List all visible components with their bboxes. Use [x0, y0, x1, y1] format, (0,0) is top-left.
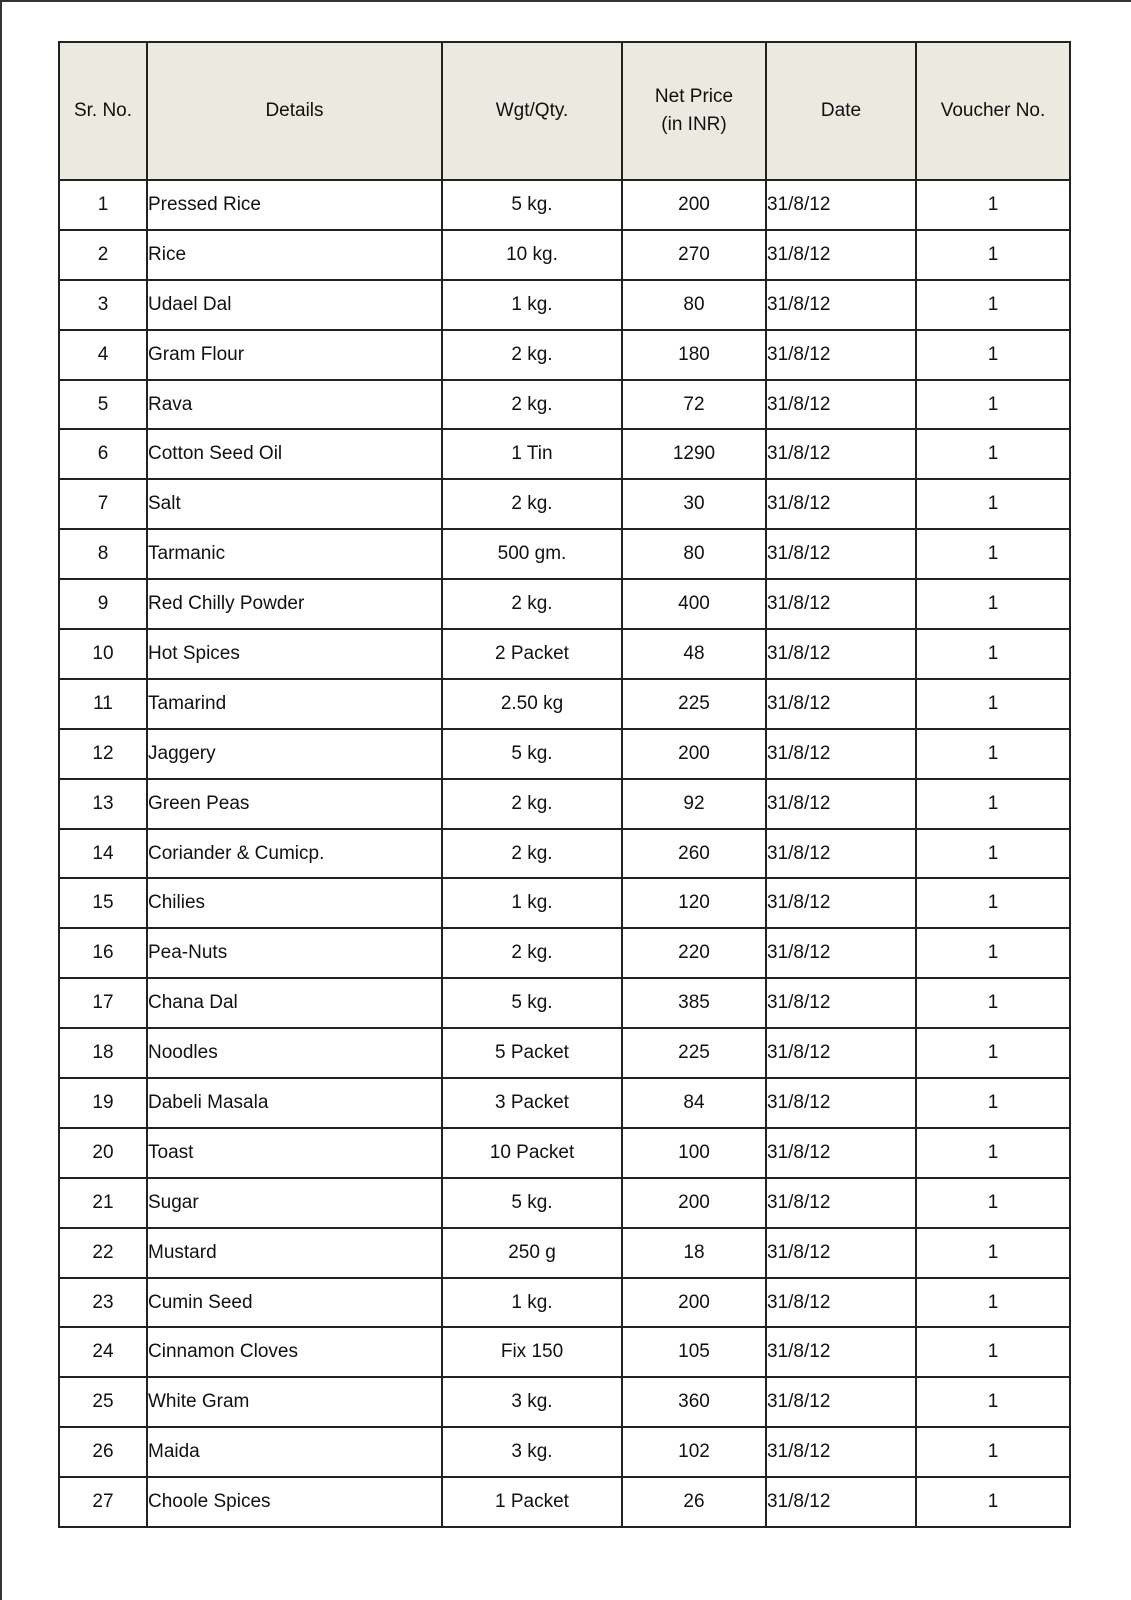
cell-net-price: 225 — [622, 679, 766, 729]
cell-voucher-no: 1 — [916, 579, 1070, 629]
cell-voucher-no: 1 — [916, 679, 1070, 729]
cell-net-price: 260 — [622, 829, 766, 879]
cell-voucher-no: 1 — [916, 380, 1070, 430]
cell-details: Chilies — [147, 878, 442, 928]
cell-sr-no: 5 — [59, 380, 147, 430]
cell-voucher-no: 1 — [916, 1028, 1070, 1078]
cell-date: 31/8/12 — [766, 380, 916, 430]
cell-date: 31/8/12 — [766, 1178, 916, 1228]
cell-voucher-no: 1 — [916, 829, 1070, 879]
cell-voucher-no: 1 — [916, 1128, 1070, 1178]
cell-details: Sugar — [147, 1178, 442, 1228]
cell-wgt-qty: 5 kg. — [442, 729, 622, 779]
cell-voucher-no: 1 — [916, 429, 1070, 479]
cell-wgt-qty: 2 kg. — [442, 479, 622, 529]
cell-net-price: 48 — [622, 629, 766, 679]
cell-details: Maida — [147, 1427, 442, 1477]
cell-wgt-qty: 2 kg. — [442, 579, 622, 629]
cell-voucher-no: 1 — [916, 1078, 1070, 1128]
cell-net-price: 18 — [622, 1228, 766, 1278]
table-row — [59, 1128, 1070, 1178]
cell-voucher-no: 1 — [916, 729, 1070, 779]
table-row — [59, 1477, 1070, 1527]
cell-wgt-qty: 3 Packet — [442, 1078, 622, 1128]
cell-details: Cinnamon Cloves — [147, 1327, 442, 1377]
cell-voucher-no: 1 — [916, 1178, 1070, 1228]
header-details: Details — [147, 42, 442, 180]
cell-wgt-qty: 2 kg. — [442, 928, 622, 978]
cell-net-price: 385 — [622, 978, 766, 1028]
cell-wgt-qty: 1 Packet — [442, 1477, 622, 1527]
cell-sr-no: 4 — [59, 330, 147, 380]
cell-voucher-no: 1 — [916, 779, 1070, 829]
cell-sr-no: 24 — [59, 1327, 147, 1377]
cell-wgt-qty: 3 kg. — [442, 1377, 622, 1427]
cell-wgt-qty: 5 Packet — [442, 1028, 622, 1078]
table-row — [59, 429, 1070, 479]
cell-date: 31/8/12 — [766, 1078, 916, 1128]
cell-wgt-qty: 2.50 kg — [442, 679, 622, 729]
cell-date: 31/8/12 — [766, 280, 916, 330]
cell-sr-no: 19 — [59, 1078, 147, 1128]
cell-net-price: 102 — [622, 1427, 766, 1477]
cell-wgt-qty: 2 kg. — [442, 330, 622, 380]
cell-net-price: 220 — [622, 928, 766, 978]
cell-details: Tarmanic — [147, 529, 442, 579]
cell-date: 31/8/12 — [766, 529, 916, 579]
cell-sr-no: 13 — [59, 779, 147, 829]
cell-voucher-no: 1 — [916, 479, 1070, 529]
cell-net-price: 1290 — [622, 429, 766, 479]
cell-sr-no: 6 — [59, 429, 147, 479]
table-row — [59, 330, 1070, 380]
cell-net-price: 80 — [622, 529, 766, 579]
cell-net-price: 72 — [622, 380, 766, 430]
table-row — [59, 1228, 1070, 1278]
cell-details: Salt — [147, 479, 442, 529]
cell-details: Jaggery — [147, 729, 442, 779]
cell-date: 31/8/12 — [766, 978, 916, 1028]
cell-wgt-qty: 10 kg. — [442, 230, 622, 280]
cell-voucher-no: 1 — [916, 1477, 1070, 1527]
cell-voucher-no: 1 — [916, 928, 1070, 978]
table-row — [59, 380, 1070, 430]
cell-wgt-qty: 5 kg. — [442, 978, 622, 1028]
cell-voucher-no: 1 — [916, 1228, 1070, 1278]
cell-net-price: 200 — [622, 729, 766, 779]
cell-date: 31/8/12 — [766, 1128, 916, 1178]
header-sr-no: Sr. No. — [59, 42, 147, 180]
cell-wgt-qty: 2 kg. — [442, 779, 622, 829]
table-body — [59, 180, 1070, 1527]
cell-date: 31/8/12 — [766, 230, 916, 280]
cell-details: Hot Spices — [147, 629, 442, 679]
cell-details: Noodles — [147, 1028, 442, 1078]
cell-wgt-qty: 1 Tin — [442, 429, 622, 479]
cell-net-price: 200 — [622, 1278, 766, 1328]
cell-details: Udael Dal — [147, 280, 442, 330]
cell-details: Pressed Rice — [147, 180, 442, 230]
table-row — [59, 629, 1070, 679]
header-date: Date — [766, 42, 916, 180]
header-voucher-no: Voucher No. — [916, 42, 1070, 180]
cell-details: Gram Flour — [147, 330, 442, 380]
cell-voucher-no: 1 — [916, 1278, 1070, 1328]
cell-date: 31/8/12 — [766, 779, 916, 829]
cell-net-price: 270 — [622, 230, 766, 280]
cell-net-price: 100 — [622, 1128, 766, 1178]
cell-wgt-qty: 2 Packet — [442, 629, 622, 679]
cell-voucher-no: 1 — [916, 230, 1070, 280]
cell-wgt-qty: 5 kg. — [442, 180, 622, 230]
header-wgt-qty: Wgt/Qty. — [442, 42, 622, 180]
cell-date: 31/8/12 — [766, 1028, 916, 1078]
cell-net-price: 105 — [622, 1327, 766, 1377]
table-row — [59, 679, 1070, 729]
table-row — [59, 1178, 1070, 1228]
cell-date: 31/8/12 — [766, 729, 916, 779]
cell-details: Red Chilly Powder — [147, 579, 442, 629]
cell-sr-no: 1 — [59, 180, 147, 230]
cell-details: Chana Dal — [147, 978, 442, 1028]
cell-voucher-no: 1 — [916, 330, 1070, 380]
cell-details: Rice — [147, 230, 442, 280]
cell-net-price: 180 — [622, 330, 766, 380]
table-row — [59, 1078, 1070, 1128]
cell-details: Toast — [147, 1128, 442, 1178]
cell-date: 31/8/12 — [766, 479, 916, 529]
cell-net-price: 200 — [622, 1178, 766, 1228]
cell-wgt-qty: 3 kg. — [442, 1427, 622, 1477]
cell-wgt-qty: 10 Packet — [442, 1128, 622, 1178]
table-row — [59, 928, 1070, 978]
cell-net-price: 360 — [622, 1377, 766, 1427]
cell-net-price: 92 — [622, 779, 766, 829]
cell-sr-no: 26 — [59, 1427, 147, 1477]
table-row — [59, 779, 1070, 829]
cell-details: Pea-Nuts — [147, 928, 442, 978]
cell-details: Tamarind — [147, 679, 442, 729]
cell-date: 31/8/12 — [766, 1427, 916, 1477]
cell-sr-no: 15 — [59, 878, 147, 928]
cell-wgt-qty: Fix 150 — [442, 1327, 622, 1377]
cell-wgt-qty: 1 kg. — [442, 1278, 622, 1328]
cell-voucher-no: 1 — [916, 978, 1070, 1028]
table-row — [59, 230, 1070, 280]
cell-date: 31/8/12 — [766, 1477, 916, 1527]
cell-date: 31/8/12 — [766, 1278, 916, 1328]
cell-sr-no: 20 — [59, 1128, 147, 1178]
cell-net-price: 80 — [622, 280, 766, 330]
cell-wgt-qty: 500 gm. — [442, 529, 622, 579]
table-row — [59, 479, 1070, 529]
cell-sr-no: 7 — [59, 479, 147, 529]
cell-date: 31/8/12 — [766, 928, 916, 978]
cell-date: 31/8/12 — [766, 829, 916, 879]
cell-wgt-qty: 2 kg. — [442, 829, 622, 879]
cell-date: 31/8/12 — [766, 679, 916, 729]
cell-sr-no: 3 — [59, 280, 147, 330]
cell-net-price: 84 — [622, 1078, 766, 1128]
table-row — [59, 1377, 1070, 1427]
cell-sr-no: 12 — [59, 729, 147, 779]
cell-net-price: 30 — [622, 479, 766, 529]
cell-sr-no: 14 — [59, 829, 147, 879]
cell-details: Rava — [147, 380, 442, 430]
cell-sr-no: 11 — [59, 679, 147, 729]
cell-voucher-no: 1 — [916, 878, 1070, 928]
cell-date: 31/8/12 — [766, 429, 916, 479]
cell-net-price: 120 — [622, 878, 766, 928]
cell-sr-no: 27 — [59, 1477, 147, 1527]
table-row — [59, 829, 1070, 879]
cell-details: Dabeli Masala — [147, 1078, 442, 1128]
cell-sr-no: 22 — [59, 1228, 147, 1278]
cell-voucher-no: 1 — [916, 1327, 1070, 1377]
cell-sr-no: 17 — [59, 978, 147, 1028]
table-row — [59, 1427, 1070, 1477]
cell-wgt-qty: 5 kg. — [442, 1178, 622, 1228]
cell-date: 31/8/12 — [766, 330, 916, 380]
header-net-price: Net Price (in INR) — [622, 42, 766, 180]
cell-voucher-no: 1 — [916, 629, 1070, 679]
table-row — [59, 180, 1070, 230]
cell-details: Green Peas — [147, 779, 442, 829]
cell-details: Choole Spices — [147, 1477, 442, 1527]
cell-net-price: 200 — [622, 180, 766, 230]
cell-net-price: 26 — [622, 1477, 766, 1527]
cell-date: 31/8/12 — [766, 1327, 916, 1377]
table-row — [59, 878, 1070, 928]
cell-sr-no: 21 — [59, 1178, 147, 1228]
grocery-table — [58, 41, 1071, 1528]
header-row — [59, 42, 1070, 180]
table-row — [59, 529, 1070, 579]
cell-details: Cumin Seed — [147, 1278, 442, 1328]
cell-sr-no: 16 — [59, 928, 147, 978]
table-row — [59, 729, 1070, 779]
cell-date: 31/8/12 — [766, 878, 916, 928]
cell-sr-no: 9 — [59, 579, 147, 629]
table-row — [59, 1028, 1070, 1078]
table-row — [59, 579, 1070, 629]
cell-net-price: 400 — [622, 579, 766, 629]
cell-sr-no: 2 — [59, 230, 147, 280]
cell-wgt-qty: 1 kg. — [442, 280, 622, 330]
table-row — [59, 978, 1070, 1028]
cell-date: 31/8/12 — [766, 1377, 916, 1427]
table-row — [59, 280, 1070, 330]
cell-details: Cotton Seed Oil — [147, 429, 442, 479]
cell-sr-no: 18 — [59, 1028, 147, 1078]
cell-net-price: 225 — [622, 1028, 766, 1078]
cell-voucher-no: 1 — [916, 529, 1070, 579]
cell-voucher-no: 1 — [916, 280, 1070, 330]
cell-date: 31/8/12 — [766, 1228, 916, 1278]
cell-date: 31/8/12 — [766, 180, 916, 230]
cell-voucher-no: 1 — [916, 180, 1070, 230]
cell-details: White Gram — [147, 1377, 442, 1427]
cell-wgt-qty: 250 g — [442, 1228, 622, 1278]
cell-sr-no: 8 — [59, 529, 147, 579]
cell-date: 31/8/12 — [766, 629, 916, 679]
cell-details: Mustard — [147, 1228, 442, 1278]
cell-date: 31/8/12 — [766, 579, 916, 629]
cell-details: Coriander & Cumicp. — [147, 829, 442, 879]
table-row — [59, 1278, 1070, 1328]
cell-wgt-qty: 2 kg. — [442, 380, 622, 430]
cell-wgt-qty: 1 kg. — [442, 878, 622, 928]
table-row — [59, 1327, 1070, 1377]
cell-voucher-no: 1 — [916, 1427, 1070, 1477]
cell-sr-no: 10 — [59, 629, 147, 679]
cell-voucher-no: 1 — [916, 1377, 1070, 1427]
cell-sr-no: 23 — [59, 1278, 147, 1328]
cell-sr-no: 25 — [59, 1377, 147, 1427]
